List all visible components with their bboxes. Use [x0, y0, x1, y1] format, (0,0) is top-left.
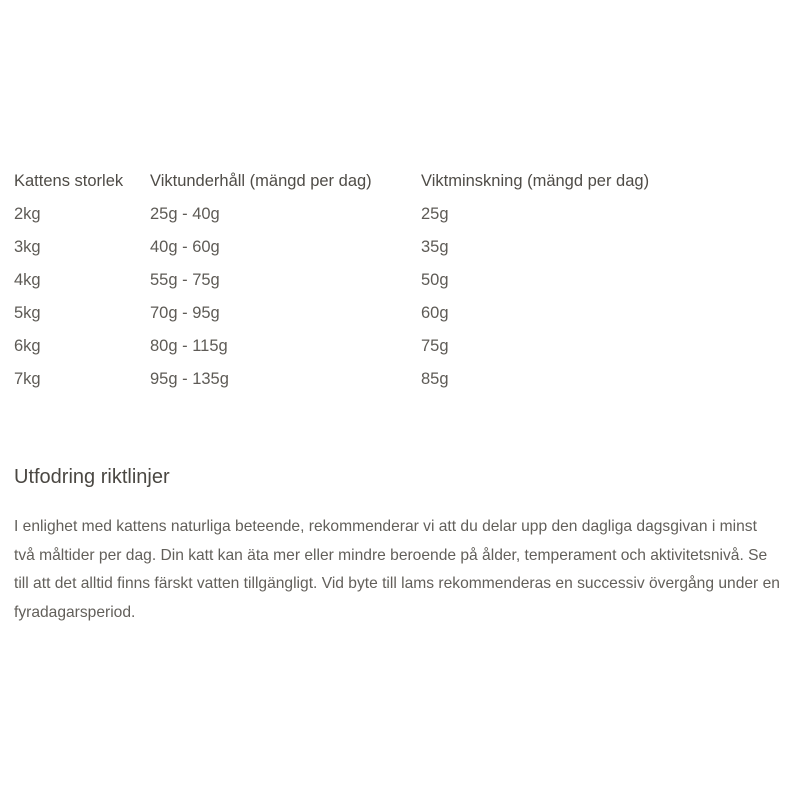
cell-cat-size: 2kg: [14, 205, 41, 223]
cell-weight-loss: 75g: [421, 337, 449, 355]
cell-weight-loss: 60g: [421, 304, 449, 322]
table-row: [14, 330, 701, 363]
table-row: [14, 231, 701, 264]
header-cat-size: Kattens storlek: [14, 171, 124, 190]
table-row: [14, 363, 701, 396]
header-weight-loss: Viktminskning (mängd per dag): [421, 171, 650, 190]
cell-maintenance: 70g - 95g: [150, 304, 220, 322]
section-heading: Utfodring riktlinjer: [14, 466, 170, 488]
guidelines-paragraph: I enlighet med kattens naturliga beteende, rekommenderar vi att du delar upp den dagliga dagsgivan i minst två måltider per dag. Din katt kan äta mer eller mindre beroende på ålder, temperament och aktivitetsnivå. Se till att det alltid finns färskt vatten tillgängligt. Vid byte till lams rekommenderas en successiv övergång under en fyradagarsperiod.: [14, 518, 780, 621]
table-row: [14, 198, 701, 231]
cell-maintenance: 40g - 60g: [150, 238, 220, 256]
cell-weight-loss: 85g: [421, 370, 449, 388]
cell-maintenance: 55g - 75g: [150, 271, 220, 289]
table-row: [14, 264, 701, 297]
cell-weight-loss: 35g: [421, 238, 449, 256]
cell-weight-loss: 25g: [421, 205, 449, 223]
header-weight-maintenance: Viktunderhåll (mängd per dag): [150, 171, 372, 190]
feeding-table: [14, 164, 701, 396]
cell-cat-size: 4kg: [14, 271, 41, 289]
cell-cat-size: 3kg: [14, 238, 41, 256]
cell-cat-size: 6kg: [14, 337, 41, 355]
table-row: [14, 297, 701, 330]
table-header-row: [14, 164, 701, 198]
cell-cat-size: 5kg: [14, 304, 41, 322]
cell-weight-loss: 50g: [421, 271, 449, 289]
cell-maintenance: 95g - 135g: [150, 370, 229, 388]
cell-maintenance: 25g - 40g: [150, 205, 220, 223]
cell-cat-size: 7kg: [14, 370, 41, 388]
cell-maintenance: 80g - 115g: [150, 337, 228, 355]
